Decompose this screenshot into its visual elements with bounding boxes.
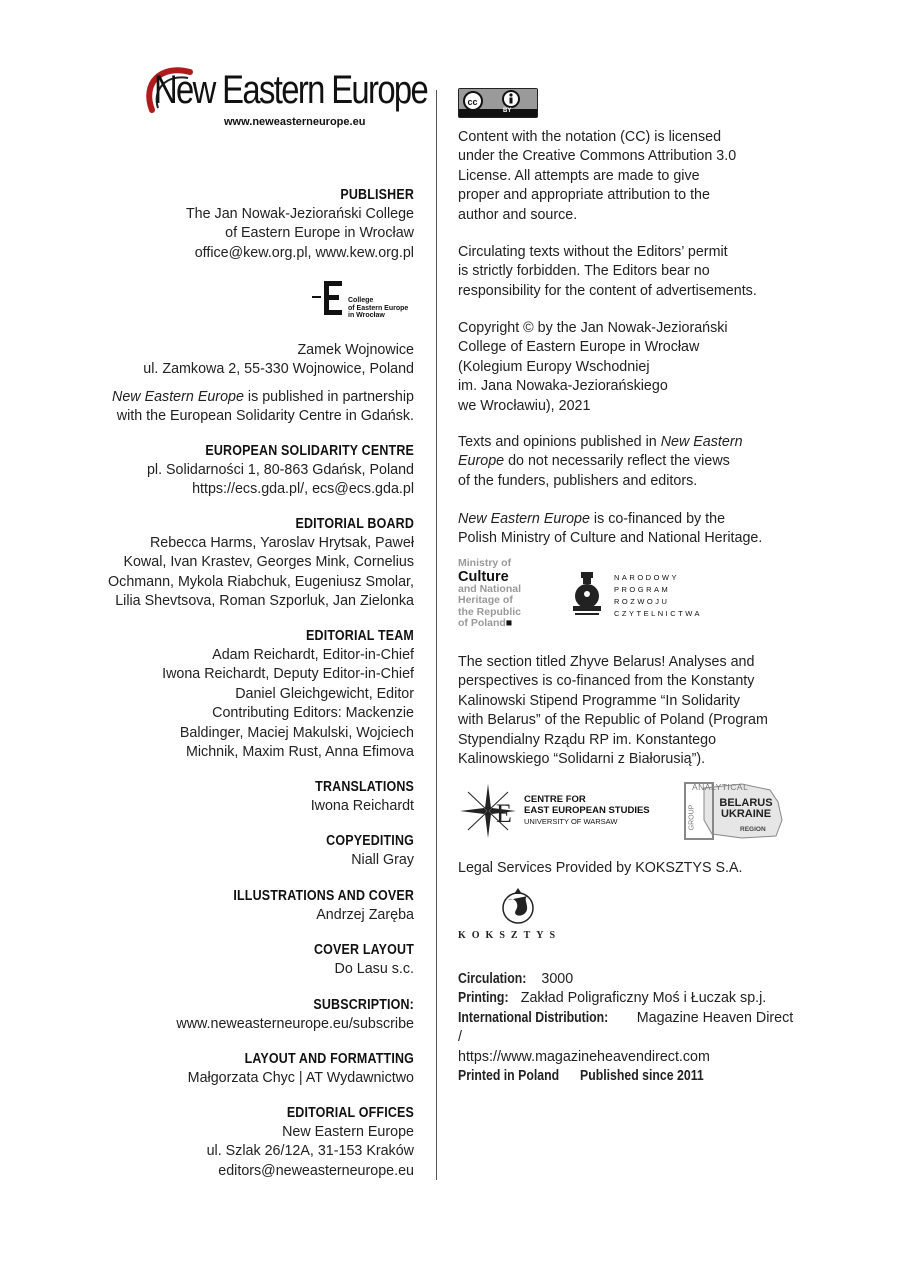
zhyve-line: with Belarus” of the Republic of Poland (Program [458,712,768,729]
koksztys-logo [458,886,578,944]
cover-layout-value: Do Lasu s.c. [334,961,414,977]
subscription-link[interactable]: www.neweasterneurope.eu/subscribe [176,1016,414,1032]
legal-text [458,859,798,878]
esc-address: pl. Solidarności 1, 80-863 Gdańsk, Poland [146,462,414,478]
published-since: Published since 2011 [579,1068,704,1085]
circulation-label: Circulation: [458,971,527,987]
cc-line: author and source. [458,206,578,223]
team-section [94,628,414,762]
cofinanced-text [458,510,798,549]
notice-line: responsibility for the content of advertisements. [458,282,757,299]
circulation-value: 3000 [537,971,574,987]
layout-value: Małgorzata Chyc | AT Wydawnictwo [187,1070,414,1086]
cc-icon [459,89,537,117]
ministry-logo-text: of Poland [458,617,506,629]
locomotive-icon [570,570,604,618]
nprc-logo [570,570,710,620]
illustrations-heading: ILLUSTRATIONS AND COVER [233,888,414,904]
magazine-title: Europe [458,453,505,470]
college-logo [310,279,416,321]
team-line: Daniel Gleichgewicht, Editor [235,685,414,702]
ministry-logo: Ministry of Culture and National Heritage of the Republic of Poland■ [458,558,548,632]
partnership-section [94,388,414,427]
notice-line: is strictly forbidden. The Editors bear no [458,263,710,280]
team-line: Contributing Editors: Mackenzie [212,705,414,722]
team-line: Michnik, Maxim Rust, Anna Efimova [185,744,414,761]
copyediting-heading: COPYEDITING [326,833,414,849]
ministry-logo-text: Ministry of [458,557,512,569]
address-line: ul. Zamkowa 2, 55-330 Wojnowice, Poland [143,361,414,378]
zhyve-text [458,653,798,769]
nprc-logo-text: CZYTELNICTWA [614,609,703,618]
team-line: Adam Reichardt, Editor-in-Chief [212,647,414,663]
board-heading: EDITORIAL BOARD [295,516,414,532]
bur-logo-text: UKRAINE [720,808,772,820]
esc-heading: EUROPEAN SOLIDARITY CENTRE [205,443,414,459]
legal-line: Legal Services Provided by KOKSZTYS S.A. [458,860,743,876]
translations-value: Iwona Reichardt [310,798,414,814]
magazine-title: New Eastern Europe [458,511,590,527]
illustrations-value: Andrzej Zaręba [316,907,414,923]
circulation-notice [458,243,798,301]
distribution-label: International Distribution: [458,1009,609,1026]
printing-label: Printing: [458,990,509,1007]
college-logo-text: in Wrocław [348,312,385,319]
college-logo-text: of Eastern Europe [348,304,409,312]
team-heading: EDITORIAL TEAM [306,628,414,644]
layout-heading: LAYOUT AND FORMATTING [244,1051,414,1067]
copyright-line: im. Jana Nowaka-Jeziorańskiego [458,378,668,395]
college-logo-text: College [348,297,374,304]
partnership-text: is published in partnership [243,389,414,405]
zhyve-line: Stypendialny Rządu RP im. Konstantego [458,731,717,748]
nee-logo [138,62,428,134]
translations-heading: TRANSLATIONS [315,779,414,795]
copyright-line: (Kolegium Europy Wschodniej [458,358,650,375]
publisher-line: The Jan Nowak-Jeziorański College [185,206,414,222]
distribution-link[interactable]: https://www.magazineheavendirect.com [458,1048,710,1065]
cc-by-label: BY [503,108,512,114]
bur-logo-text: REGION [740,826,766,833]
notice-line: Circulating texts without the Editors’ permit [458,244,728,260]
logo-wordmark: New Eastern Europe [154,68,428,112]
address-section [94,341,414,380]
printed-in-poland: Printed in Poland [458,1068,560,1085]
printing-value: Zakład Poligraficzny Moś i Łuczak sp.j. [516,990,767,1007]
zhyve-line: The section titled Zhyve Belarus! Analyses and [458,654,755,670]
ministry-logo-text: and National [458,582,522,595]
distribution-value: Magazine Heaven Direct / [458,1009,794,1046]
print-info [458,970,798,1086]
nprc-logo-text: NARODOWY [614,573,679,582]
cc-line: proper and appropriate attribution to the [458,187,710,204]
partnership-text: with the European Solidarity Centre in Gdańsk. [116,408,414,425]
board-line: Kowal, Ivan Krastev, Georges Mink, Cornelius [123,554,414,571]
ministry-logo-text: the Republic [458,605,522,618]
nprc-logo-text: ROZWOJU [614,597,670,606]
college-e-icon [310,279,346,317]
cees-logo-text: UNIVERSITY OF WARSAW [524,817,618,826]
subscription-section [94,997,414,1034]
cees-logo [458,782,663,840]
bur-logo [682,780,788,842]
column-divider [436,90,437,1180]
zhyve-line: Kalinowskiego “Solidarni z Białorusią”). [458,751,706,768]
logo-url[interactable]: www.neweasterneurope.eu [224,116,366,128]
offices-section [94,1105,414,1181]
offices-line: ul. Szlak 26/12A, 31-153 Kraków [206,1143,414,1160]
publisher-contact[interactable]: office@kew.org.pl, www.kew.org.pl [194,244,414,261]
team-line: Iwona Reichardt, Deputy Editor-in-Chief [162,666,414,683]
copyright-text [458,319,798,416]
bur-logo-text: ANALYTICAL [692,782,749,792]
cover-layout-section [94,942,414,979]
board-section [94,516,414,612]
esc-contact[interactable]: https://ecs.gda.pl/, ecs@ecs.gda.pl [192,481,414,498]
team-line: Baldinger, Maciej Makulski, Wojciech [179,724,414,741]
cees-logo-text: EAST EUROPEAN STUDIES [524,805,650,816]
copyright-line: College of Eastern Europe in Wrocław [458,339,700,356]
zhyve-line: perspectives is co-financed from the Konstanty [458,673,755,690]
publisher-section [94,187,414,263]
cc-by-badge [458,88,538,118]
globe-icon [498,886,538,928]
ministry-logo-text: Heritage of [458,594,513,606]
magazine-title: New Eastern Europe [112,389,244,405]
offices-heading: EDITORIAL OFFICES [286,1105,414,1121]
cover-layout-heading: COVER LAYOUT [313,942,414,958]
address-line: Zamek Wojnowice [297,342,414,358]
cofinanced-line: Polish Ministry of Culture and National Heritage. [458,530,763,547]
cofinanced-text-part: is co-financed by the [589,511,726,527]
copyediting-value: Niall Gray [351,852,414,868]
layout-section [94,1051,414,1088]
ministry-logo-text: Culture [458,568,509,585]
illustrations-section [94,888,414,925]
cc-line: Content with the notation (CC) is licensed [458,129,722,145]
esc-section [94,443,414,500]
svg-text:cc: cc [467,97,478,107]
opinions-text [458,433,798,491]
cc-line: under the Creative Commons Attribution 3.0 [458,148,737,165]
svg-text:E: E [496,799,512,828]
cees-logo-text: CENTRE FOR [524,794,586,805]
koksztys-logo-text: KOKSZTYS [458,930,562,941]
bur-logo-text: GROUP [688,804,696,831]
zhyve-line: Kalinowski Stipend Programme “In Solidarity [458,692,741,709]
offices-line: New Eastern Europe [282,1124,414,1140]
nprc-logo-text: PROGRAM [614,585,671,594]
offices-email[interactable]: editors@neweasterneurope.eu [218,1162,414,1179]
opinions-text-part: do not necessarily reflect the views [504,453,730,470]
bur-logo-text: BELARUS [719,797,773,809]
copyright-line: Copyright © by the Jan Nowak-Jeziorański [458,320,728,336]
publisher-line: of Eastern Europe in Wrocław [225,225,414,242]
opinions-text-part: Texts and opinions published in [458,434,661,450]
copyright-line: we Wrocławiu), 2021 [458,397,591,414]
publisher-heading: PUBLISHER [340,187,414,203]
cc-line: License. All attempts are made to give [458,167,700,184]
copyediting-section [94,833,414,870]
compass-star-icon [458,782,518,840]
subscription-heading: SUBSCRIPTION: [313,997,414,1013]
board-line: Lilia Shevtsova, Roman Szporluk, Jan Zielonka [115,593,414,610]
opinions-line: of the funders, publishers and editors. [458,472,698,489]
magazine-title: New Eastern [660,434,743,450]
cc-text [458,128,798,225]
board-line: Rebecca Harms, Yaroslav Hrytsak, Paweł [149,535,414,551]
board-line: Ochmann, Mykola Riabchuk, Eugeniusz Smolar, [108,573,414,590]
translations-section [94,779,414,816]
